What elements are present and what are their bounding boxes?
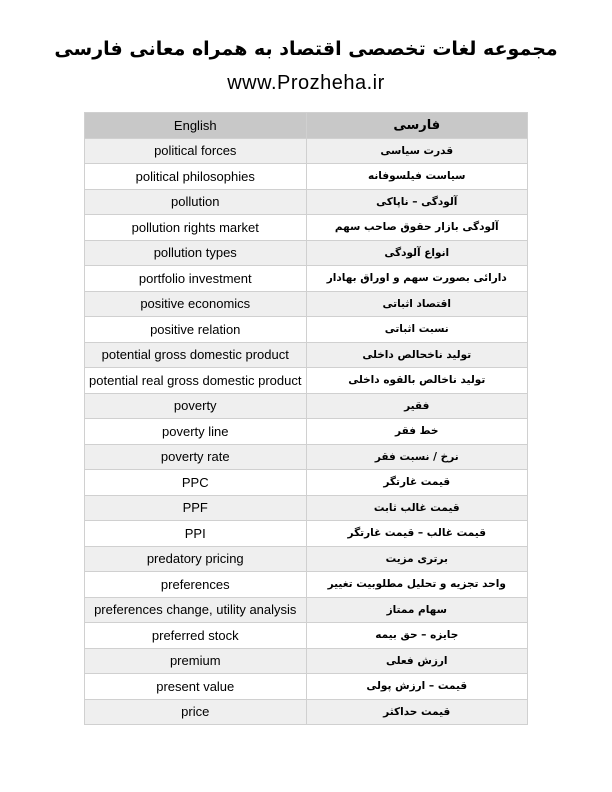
english-term: predatory pricing [85,546,307,572]
table-row [85,138,528,164]
farsi-term: قیمت – ارزش پولی [306,674,528,700]
english-term: political philosophies [85,164,307,190]
english-term: pollution types [85,240,307,266]
table-row [85,368,528,394]
table-row [85,572,528,598]
english-term: PPF [85,495,307,521]
table-row [85,240,528,266]
farsi-term: انواع آلودگی [306,240,528,266]
table-row [85,546,528,572]
table-row [85,291,528,317]
column-header-farsi: فارسی [306,113,528,139]
farsi-term: واحد تجزیه و تحلیل مطلوبیت تغییر [306,572,528,598]
website-url: www.Prozheha.ir [227,72,385,94]
english-term: poverty line [85,419,307,445]
english-term: preferred stock [85,623,307,649]
table-row [85,699,528,725]
table-row [85,215,528,241]
farsi-term: جایزه – حق بیمه [306,623,528,649]
farsi-term: سهام ممتاز [306,597,528,623]
farsi-term: فقیر [306,393,528,419]
english-term: premium [85,648,307,674]
page-title: مجموعه لغات تخصصی اقتصاد به همراه معانی فارسی [54,38,558,60]
farsi-term: برتری مزیت [306,546,528,572]
farsi-term: نرخ / نسبت فقر [306,444,528,470]
farsi-term: قیمت غالب ثابت [306,495,528,521]
table-row [85,597,528,623]
english-term: portfolio investment [85,266,307,292]
farsi-term: قیمت حداکثر [306,699,528,725]
english-term: preferences change, utility analysis [85,597,307,623]
english-term: poverty [85,393,307,419]
table-row [85,164,528,190]
english-term: poverty rate [85,444,307,470]
table-row [85,470,528,496]
english-term: political forces [85,138,307,164]
english-term: pollution [85,189,307,215]
table-row [85,419,528,445]
farsi-term: قیمت غالب – قیمت غارتگر [306,521,528,547]
table-row [85,495,528,521]
farsi-term: نسبت اثباتی [306,317,528,343]
farsi-term: آلودگی – ناپاکی [306,189,528,215]
english-term: PPI [85,521,307,547]
table-row [85,266,528,292]
column-header-english: English [85,113,307,139]
english-term: positive relation [85,317,307,343]
english-term: present value [85,674,307,700]
table-row [85,521,528,547]
table-row [85,393,528,419]
english-term: potential real gross domestic product [85,368,307,394]
glossary-table [84,112,528,725]
table-header-row [85,113,528,139]
table-row [85,317,528,343]
english-term: positive economics [85,291,307,317]
farsi-term: اقتصاد اثباتی [306,291,528,317]
english-term: potential gross domestic product [85,342,307,368]
table-row [85,342,528,368]
farsi-term: آلودگی بازار حقوق صاحب سهم [306,215,528,241]
table-row [85,189,528,215]
farsi-term: تولید ناخحالص داخلی [306,342,528,368]
english-term: PPC [85,470,307,496]
table-row [85,444,528,470]
english-term: pollution rights market [85,215,307,241]
farsi-term: تولید ناخالص بالقوه داخلی [306,368,528,394]
table-row [85,674,528,700]
farsi-term: خط فقر [306,419,528,445]
farsi-term: قیمت غارتگر [306,470,528,496]
farsi-term: دارائی بصورت سهم و اوراق بهادار [306,266,528,292]
table-row [85,623,528,649]
english-term: price [85,699,307,725]
farsi-term: قدرت سیاسی [306,138,528,164]
farsi-term: سیاست فیلسوفانه [306,164,528,190]
table-row [85,648,528,674]
english-term: preferences [85,572,307,598]
farsi-term: ارزش فعلی [306,648,528,674]
table-body [85,138,528,725]
